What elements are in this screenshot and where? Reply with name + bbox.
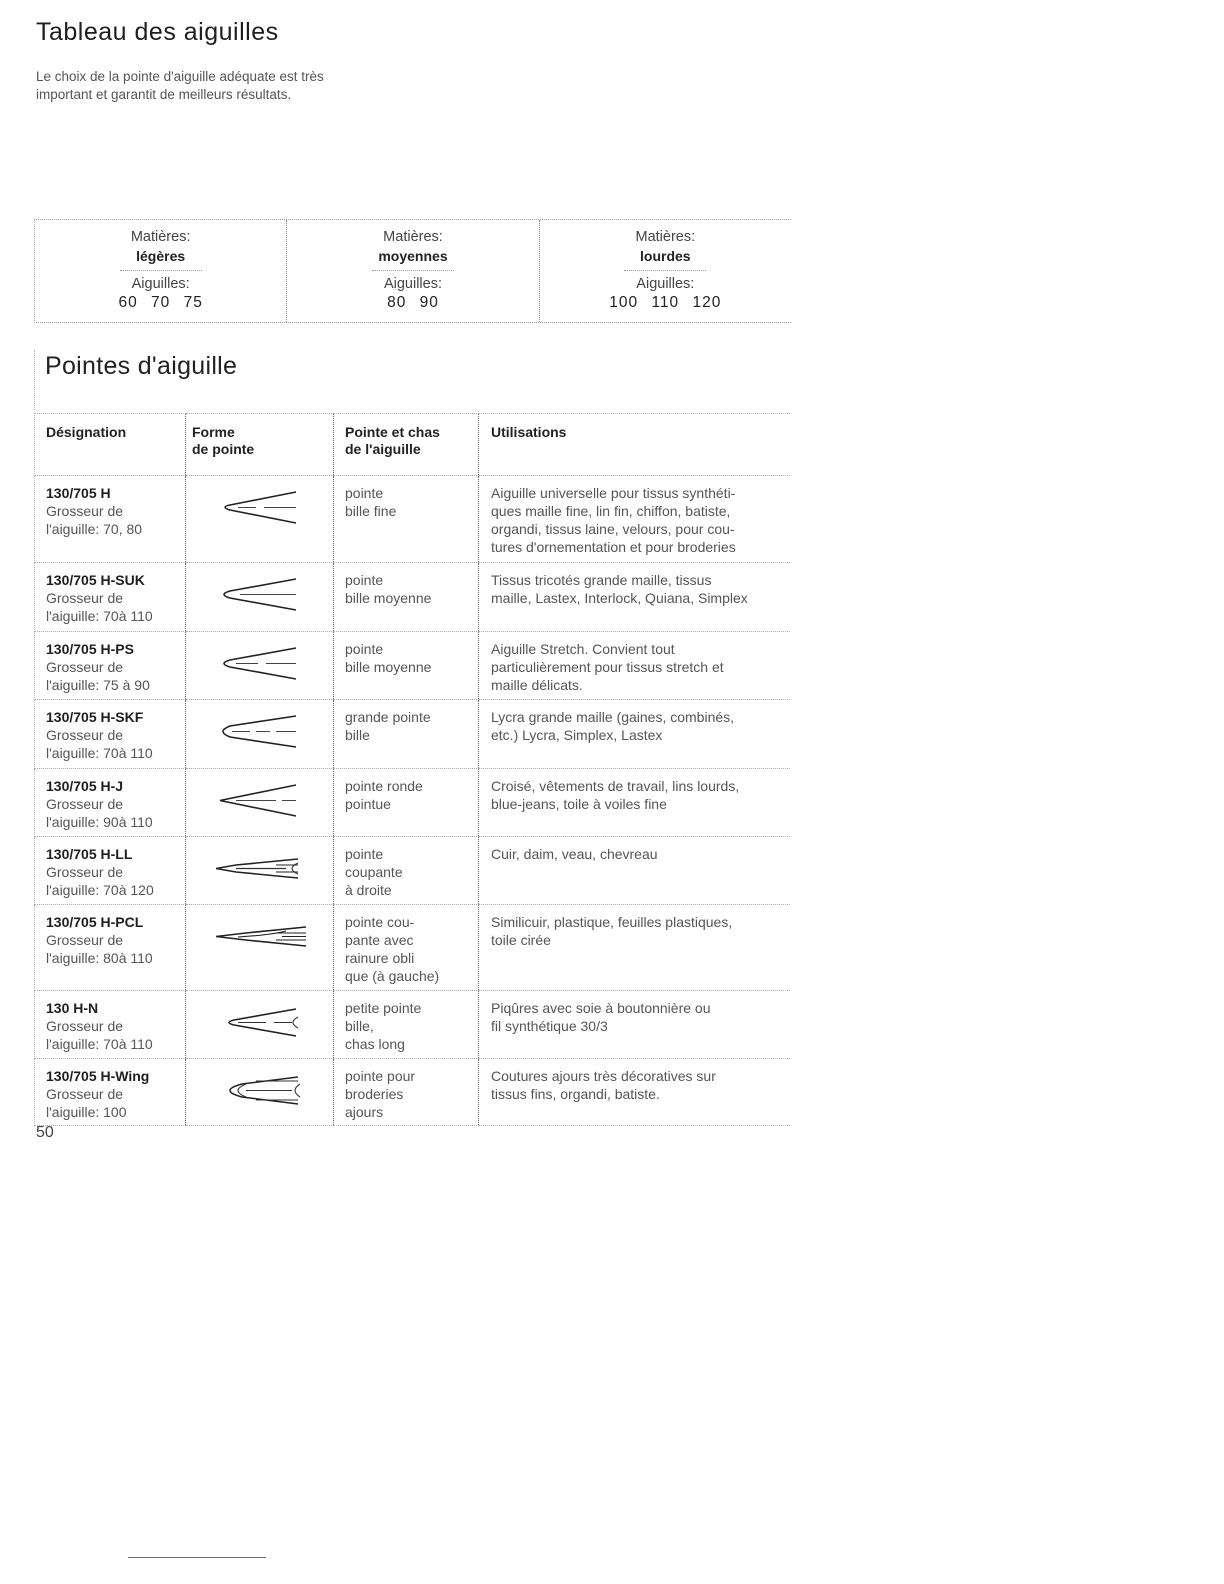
utilisation-line: Similicuir, plastique, feuilles plastiques, bbox=[491, 914, 733, 930]
needle-code: 130/705 H-Wing bbox=[46, 1068, 150, 1084]
pointe-line: bille fine bbox=[345, 503, 397, 519]
utilisation-line: Piqûres avec soie à boutonnière ou bbox=[491, 1000, 711, 1016]
table-header-row bbox=[35, 414, 791, 476]
designation-cell bbox=[35, 905, 186, 991]
designation-cell bbox=[35, 632, 186, 700]
table-row bbox=[35, 700, 791, 769]
forme-cell bbox=[186, 563, 334, 632]
pointe-line: pointe ronde bbox=[345, 778, 423, 794]
forme-cell bbox=[186, 1059, 334, 1126]
pointe-cell bbox=[334, 632, 479, 700]
utilisation-line: blue-jeans, toile à voiles fine bbox=[491, 796, 667, 812]
utilisation-line: organdi, tissus laine, velours, pour cou- bbox=[491, 521, 735, 537]
materials-category: lourdes bbox=[624, 248, 706, 271]
wing-needle-icon bbox=[216, 1069, 312, 1112]
pointe-cell bbox=[334, 905, 479, 991]
designation-cell bbox=[35, 563, 186, 632]
utilisations-cell bbox=[479, 905, 791, 991]
pointe-line: pointue bbox=[345, 796, 391, 812]
needle-size-range: l'aiguille: 80à 110 bbox=[46, 950, 153, 966]
needle-code: 130/705 H-PCL bbox=[46, 914, 144, 930]
table-row bbox=[35, 632, 791, 700]
needle-size-range: l'aiguille: 90à 110 bbox=[46, 814, 153, 830]
designation-cell bbox=[35, 1059, 186, 1126]
materials-category: moyennes bbox=[372, 248, 454, 271]
forme-cell bbox=[186, 837, 334, 905]
header-pointe: Pointe et chas de l'aiguille bbox=[334, 414, 479, 476]
utilisation-line: Tissus tricotés grande maille, tissus bbox=[491, 572, 712, 588]
needle-sizes: 100 110 120 bbox=[609, 294, 722, 311]
pointe-line: chas long bbox=[345, 1036, 405, 1052]
pointe-line: que (à gauche) bbox=[345, 968, 440, 984]
utilisation-line: Croisé, vêtements de travail, lins lourds, bbox=[491, 778, 740, 794]
pointe-line: ajours bbox=[345, 1104, 384, 1120]
pointe-line: bille bbox=[345, 727, 370, 743]
pointe-line: rainure obli bbox=[345, 950, 415, 966]
materials-label: Matières: bbox=[635, 229, 696, 245]
section-rule bbox=[34, 350, 35, 410]
header-designation: Désignation bbox=[35, 414, 186, 476]
pointe-line: bille, bbox=[345, 1018, 374, 1034]
table-row bbox=[35, 837, 791, 905]
pointe-cell bbox=[334, 837, 479, 905]
needle-size-label: Grosseur de bbox=[46, 659, 124, 675]
needle-size-range: l'aiguille: 70à 110 bbox=[46, 745, 153, 761]
pointe-line: grande pointe bbox=[345, 709, 431, 725]
utilisation-line: Cuir, daim, veau, chevreau bbox=[491, 846, 658, 862]
needle-size-label: Grosseur de bbox=[46, 864, 124, 880]
large-ball-point-needle-icon bbox=[216, 710, 312, 753]
needle-size-label: Grosseur de bbox=[46, 727, 124, 743]
utilisations-cell bbox=[479, 991, 791, 1059]
table-row bbox=[35, 769, 791, 837]
ball-point-fine-needle-icon bbox=[216, 486, 312, 529]
needle-size-range: l'aiguille: 70à 120 bbox=[46, 882, 154, 898]
section-title: Pointes d'aiguille bbox=[45, 352, 238, 380]
needle-size-range: l'aiguille: 70, 80 bbox=[46, 521, 143, 537]
needles-label: Aiguilles: bbox=[383, 276, 442, 292]
intro-text bbox=[36, 68, 456, 104]
needle-size-label: Grosseur de bbox=[46, 1018, 124, 1034]
needle-size-range: l'aiguille: 100 bbox=[46, 1104, 127, 1120]
forme-cell bbox=[186, 476, 334, 563]
needle-code: 130 H-N bbox=[46, 1000, 99, 1016]
utilisations-cell bbox=[479, 769, 791, 837]
pointe-line: pointe cou- bbox=[345, 914, 415, 930]
utilisation-line: Coutures ajours très décoratives sur bbox=[491, 1068, 716, 1084]
pointe-line: pointe bbox=[345, 485, 384, 501]
header-utilisations: Utilisations bbox=[479, 414, 791, 476]
utilisation-line: Lycra grande maille (gaines, combinés, bbox=[491, 709, 735, 725]
pointe-line: bille moyenne bbox=[345, 590, 432, 606]
pointe-line: bille moyenne bbox=[345, 659, 432, 675]
needles-label: Aiguilles: bbox=[636, 276, 695, 292]
needle-size-range: l'aiguille: 75 à 90 bbox=[46, 677, 150, 693]
pointe-cell bbox=[334, 1059, 479, 1126]
intro-line: important et garantit de meilleurs résultats. bbox=[36, 87, 292, 102]
pointe-cell bbox=[334, 563, 479, 632]
needles-label: Aiguilles: bbox=[131, 276, 190, 292]
needle-code: 130/705 H bbox=[46, 485, 111, 501]
cutting-point-needle-icon bbox=[216, 915, 312, 958]
needle-size-label: Grosseur de bbox=[46, 932, 124, 948]
pointe-line: à droite bbox=[345, 882, 392, 898]
pointe-line: broderies bbox=[345, 1086, 404, 1102]
utilisation-line: maille, Lastex, Interlock, Quiana, Simplex bbox=[491, 590, 748, 606]
materials-label: Matières: bbox=[383, 229, 443, 245]
forme-cell bbox=[186, 700, 334, 769]
needle-code: 130/705 H-LL bbox=[46, 846, 133, 862]
pointe-line: pointe bbox=[345, 572, 384, 588]
utilisations-cell bbox=[479, 632, 791, 700]
table-row bbox=[35, 1059, 791, 1126]
designation-cell bbox=[35, 769, 186, 837]
forme-cell bbox=[186, 991, 334, 1059]
utilisations-cell bbox=[479, 837, 791, 905]
utilisation-line: Aiguille universelle pour tissus synthéti- bbox=[491, 485, 736, 501]
utilisation-line: etc.) Lycra, Simplex, Lastex bbox=[491, 727, 663, 743]
pointe-line: pointe bbox=[345, 641, 384, 657]
leather-needle-icon bbox=[216, 847, 312, 890]
needle-code: 130/705 H-SUK bbox=[46, 572, 145, 588]
needle-code: 130/705 H-PS bbox=[46, 641, 134, 657]
utilisation-line: maille délicats. bbox=[491, 677, 583, 693]
table-row bbox=[35, 991, 791, 1059]
designation-cell bbox=[35, 991, 186, 1059]
pointe-cell bbox=[334, 991, 479, 1059]
stretch-needle-icon bbox=[216, 642, 312, 685]
forme-cell bbox=[186, 769, 334, 837]
needle-sizes: 60 70 75 bbox=[118, 294, 203, 311]
pointe-line: petite pointe bbox=[345, 1000, 422, 1016]
materials-table bbox=[34, 219, 791, 323]
header-forme: Forme de pointe bbox=[186, 414, 334, 476]
needle-size-label: Grosseur de bbox=[46, 590, 124, 606]
needle-code: 130/705 H-SKF bbox=[46, 709, 144, 725]
designation-cell bbox=[35, 837, 186, 905]
utilisation-line: fil synthétique 30/3 bbox=[491, 1018, 608, 1034]
utilisations-cell bbox=[479, 1059, 791, 1126]
pointe-cell bbox=[334, 700, 479, 769]
needle-size-range: l'aiguille: 70à 110 bbox=[46, 608, 153, 624]
materials-category: légères bbox=[120, 248, 202, 271]
designation-cell bbox=[35, 700, 186, 769]
materials-col-light bbox=[35, 220, 287, 322]
page-title: Tableau des aiguilles bbox=[36, 18, 279, 46]
table-row bbox=[35, 476, 791, 563]
pointe-line: pointe pour bbox=[345, 1068, 416, 1084]
utilisation-line: Aiguille Stretch. Convient tout bbox=[491, 641, 675, 657]
page-number: 50 bbox=[36, 1124, 54, 1141]
needle-size-label: Grosseur de bbox=[46, 1086, 124, 1102]
utilisations-cell bbox=[479, 563, 791, 632]
pointe-line: coupante bbox=[345, 864, 403, 880]
utilisations-cell bbox=[479, 700, 791, 769]
table-row bbox=[35, 905, 791, 991]
pointe-line: pante avec bbox=[345, 932, 414, 948]
utilisations-cell bbox=[479, 476, 791, 563]
utilisation-line: tissus fins, organdi, batiste. bbox=[491, 1086, 660, 1102]
utilisation-line: toile cirée bbox=[491, 932, 551, 948]
needle-code: 130/705 H-J bbox=[46, 778, 124, 794]
pointe-cell bbox=[334, 476, 479, 563]
materials-col-heavy bbox=[540, 220, 791, 322]
needle-table bbox=[34, 413, 790, 1126]
materials-label: Matières: bbox=[130, 229, 191, 245]
pointe-cell bbox=[334, 769, 479, 837]
needle-size-range: l'aiguille: 70à 110 bbox=[46, 1036, 153, 1052]
designation-cell bbox=[35, 476, 186, 563]
utilisation-line: ques maille fine, lin fin, chiffon, batiste, bbox=[491, 503, 731, 519]
pointe-line: pointe bbox=[345, 846, 384, 862]
materials-col-medium bbox=[287, 220, 539, 322]
table-row bbox=[35, 563, 791, 632]
bottom-rule bbox=[128, 1557, 266, 1558]
utilisation-line: particulièrement pour tissus stretch et bbox=[491, 659, 724, 675]
needle-size-label: Grosseur de bbox=[46, 796, 124, 812]
forme-cell bbox=[186, 905, 334, 991]
intro-line: Le choix de la pointe d'aiguille adéquate est très bbox=[36, 69, 324, 84]
long-eye-needle-icon bbox=[216, 1001, 312, 1044]
ball-point-medium-needle-icon bbox=[216, 573, 312, 616]
needle-sizes: 80 90 bbox=[387, 294, 439, 311]
forme-cell bbox=[186, 632, 334, 700]
needle-size-label: Grosseur de bbox=[46, 503, 124, 519]
jeans-needle-icon bbox=[216, 779, 312, 822]
utilisation-line: tures d'ornementation et pour broderies bbox=[491, 539, 736, 555]
